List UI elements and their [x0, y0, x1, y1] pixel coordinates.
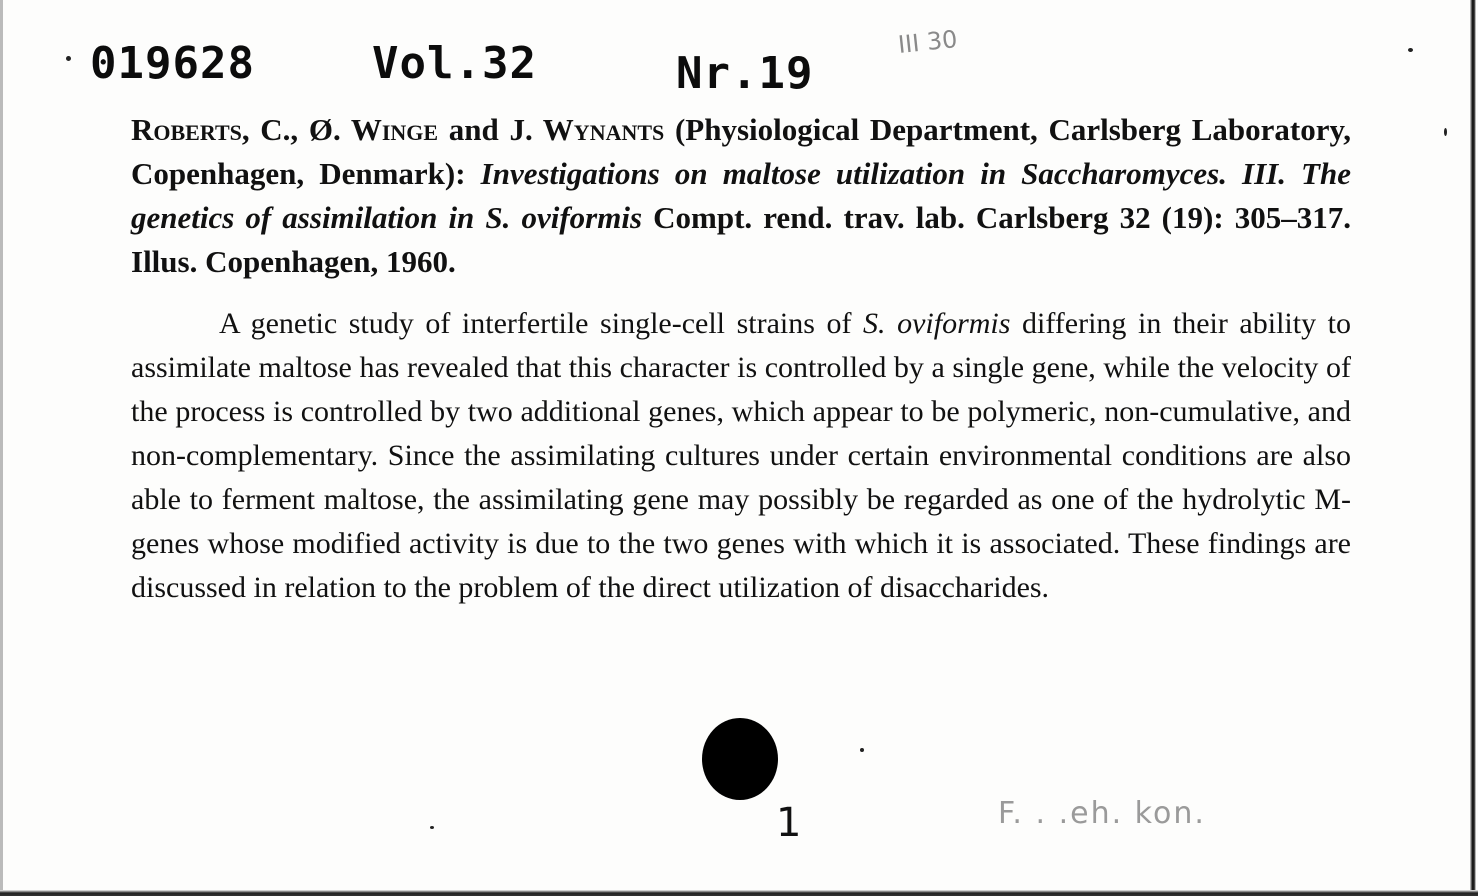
- abstract: [131, 302, 1351, 610]
- card-right-edge: [1470, 0, 1476, 896]
- citation-author-3: J. Wynants: [509, 112, 665, 147]
- pencil-annotation: III 30: [896, 24, 959, 60]
- citation-authors: Roberts, C., Ø. Winge: [131, 112, 439, 147]
- volume-stamp: Vol.32: [372, 38, 537, 89]
- citation: [131, 108, 1351, 284]
- speck: [860, 748, 864, 752]
- citation-and: and: [438, 112, 510, 147]
- punch-hole: [702, 718, 778, 800]
- abstract-text-2: differing in their ability to assimilate maltose has revealed that this character is controlled by a single gene, while the velocity of the process is controlled by two additional genes, which appear to be polymeric, non-cumulative, and non-complementary. Since the assimilating cultures under certain environmental conditions are also able to ferment maltose, the assimilating gene may possibly be regarded as one of the hydrolytic M-genes whose modified activity is due to the two genes with which it is associated. These findings are discussed in relation to the problem of the direct utilization of disaccharides.: [131, 307, 1351, 604]
- abstract-text-1: A genetic study of interfertile single-cell strains of: [219, 307, 864, 340]
- accession-number: 019628: [90, 38, 255, 89]
- speck: [66, 56, 71, 61]
- number-stamp: Nr.19: [676, 48, 814, 99]
- citation-affiliation: (Physiological Department, Carlsberg Laboratory, Copenhagen, Denmark):: [131, 112, 1352, 191]
- faded-stamp-text: F. . .eh. kon.: [998, 796, 1206, 831]
- abstract-species: S. oviformis: [863, 307, 1011, 340]
- card-bottom-edge: [0, 890, 1478, 896]
- citation-source: Compt. rend. trav. lab. Carlsberg 32 (19): 305–317. Illus. Copenhagen, 1960.: [131, 200, 1351, 279]
- speck: [1408, 48, 1413, 52]
- card-left-edge: [0, 0, 3, 896]
- speck: [1444, 128, 1447, 136]
- handwritten-mark: 1: [776, 800, 802, 846]
- citation-title: Investigations on maltose utilization in Saccharomyces. III. The genetics of assimilation in S. oviformis: [131, 156, 1351, 235]
- speck: [430, 826, 434, 829]
